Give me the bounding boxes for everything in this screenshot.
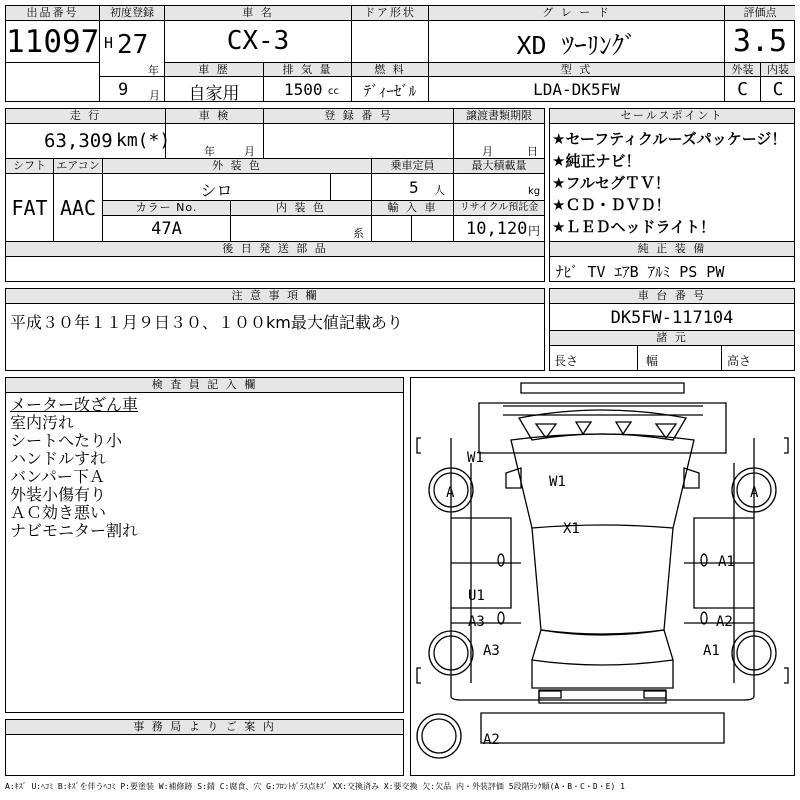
lot-label: 出品番号	[6, 6, 99, 20]
chassis-label: 車 台 番 号	[550, 289, 794, 304]
mileage-label: 走 行	[6, 109, 165, 123]
max-load-unit: kg	[528, 186, 541, 197]
inspector-note: 外装小傷有り	[10, 485, 107, 504]
era: H	[104, 34, 114, 52]
later-parts-label: 後 日 発 送 部 品	[6, 242, 544, 256]
shift: FAT	[11, 196, 48, 220]
ac-label: エアコン	[54, 159, 102, 173]
chassis-number: DK5FW-117104	[610, 308, 734, 328]
ext-color: シロ	[200, 181, 233, 200]
int-color-unit: 系	[353, 227, 364, 240]
legend: A:ｷｽﾞ U:ﾍｺﾐ B:ｷｽﾞを伴うﾍｺﾐ P:要塗装 W:補修跡 S:錆 C:腐食、穴 G:ﾌﾛﾝﾄｶﾞﾗｽ点ｷｽﾞ XX:交換済み X:要交換 欠:欠品 内・外装評価 5段階ﾗﾝｸ順(A・B・C・D・E) 1	[5, 782, 625, 791]
import-label: 輸 入 車	[372, 201, 453, 215]
reg-year: 27	[117, 30, 149, 60]
damage-mark: A3	[483, 643, 500, 659]
inspection-month: 月	[244, 145, 255, 158]
cc-unit: cc	[328, 86, 339, 97]
grade: XD ﾂｰﾘﾝｸﾞ	[516, 31, 637, 60]
inspector-note: ナビモニター割れ	[10, 521, 139, 540]
sales-point: ★ＣＤ・ＤＶＤ！	[552, 196, 671, 214]
aircon: AAC	[59, 196, 97, 220]
int-grade-label: 内装	[761, 63, 795, 76]
capacity: 5	[409, 178, 419, 197]
car-diagram-box	[410, 377, 795, 776]
first-reg-label: 初度登録	[100, 6, 164, 20]
inspection-year: 年	[204, 145, 215, 158]
inspector-note: シートへたり小	[10, 431, 123, 450]
office-label: 事 務 局 よ り ご 案 内	[6, 720, 403, 735]
model-label: 型 式	[429, 63, 724, 76]
inspector-note: ＡＣ効き悪い	[10, 503, 107, 522]
shift-label: シフト	[6, 159, 53, 173]
recycle-fee: 10,120	[466, 219, 528, 239]
sales-point: ★フルセグＴＶ！	[552, 174, 670, 192]
max-load-label: 最大積載量	[454, 159, 544, 173]
damage-mark: W1	[549, 474, 566, 490]
name-label: 車 名	[165, 6, 351, 20]
sales-points-list	[552, 128, 794, 238]
lot-number: 11097	[6, 24, 100, 60]
door-label: ドア形状	[352, 6, 428, 20]
inspector-label: 検 査 員 記 入 欄	[6, 378, 403, 393]
reg-month: 9	[118, 80, 129, 100]
reg-no-label: 登 録 番 号	[264, 109, 453, 123]
transfer-day: 日	[527, 145, 538, 158]
sales-point: ★ＬＥＤヘッドライト！	[552, 218, 715, 236]
color-no: 47A	[151, 219, 182, 239]
transfer-label: 譲渡書類期限	[454, 109, 544, 123]
caution-label: 注 意 事 項 欄	[6, 289, 544, 304]
capacity-label: 乗車定員	[372, 159, 453, 173]
equipment-label: 純 正 装 備	[550, 242, 794, 257]
score-label: 評価点	[725, 6, 795, 20]
ext-grade-label: 外装	[725, 63, 760, 76]
ext-color-label: 外 装 色	[103, 159, 371, 173]
transfer-month: 月	[482, 145, 493, 158]
sales-points-label: セールスポイント	[550, 109, 794, 124]
damage-mark: A3	[468, 614, 485, 630]
width-label: 幅	[646, 354, 659, 368]
fuel-label: 燃 料	[352, 63, 428, 76]
damage-mark: W1	[467, 450, 484, 466]
damage-mark: U1	[468, 588, 485, 604]
inspector-note: ハンドルすれ	[10, 449, 107, 468]
inspector-notes	[10, 396, 400, 540]
car-name: CX-3	[226, 26, 290, 56]
damage-mark: A2	[483, 732, 500, 748]
capacity-unit: 人	[434, 184, 445, 197]
damage-mark: A	[750, 485, 759, 501]
inspector-note: バンパー下Ａ	[10, 467, 105, 486]
color-no-label: カラー No.	[103, 201, 230, 215]
ext-grade: C	[737, 79, 748, 100]
year-unit: 年	[148, 64, 159, 77]
inspector-note: メーター改ざん車	[10, 395, 139, 414]
caution-text: 平成３０年１１月９日３０、１００km最大値記載あり	[10, 313, 403, 332]
damage-mark: A2	[716, 614, 733, 630]
mileage: 63,309	[44, 130, 113, 152]
displacement: 1500	[284, 80, 323, 99]
month-unit: 月	[149, 89, 160, 102]
damage-mark: X1	[563, 521, 580, 537]
history-label: 車 歴	[165, 63, 263, 76]
int-grade: C	[772, 79, 784, 100]
sales-point: ★純正ナビ！	[552, 152, 641, 170]
specs-label: 諸 元	[550, 331, 794, 346]
car-diagram	[411, 378, 794, 775]
height-label: 高さ	[727, 354, 752, 368]
score: 3.5	[732, 24, 788, 59]
history: 自家用	[188, 84, 240, 104]
length-label: 長さ	[554, 354, 579, 368]
model-code: LDA-DK5FW	[533, 80, 620, 99]
sales-point: ★セーフティクルーズパッケージ！	[552, 130, 787, 148]
damage-mark: A	[446, 485, 455, 501]
recycle-unit: 円	[528, 224, 541, 238]
damage-mark: A1	[718, 554, 735, 570]
fuel: ﾃﾞｨｰｾﾞﾙ	[363, 82, 417, 100]
equipment: ﾅﾋﾞ TV ｴｱB ｱﾙﾐ PS PW	[556, 263, 725, 281]
damage-mark: A1	[703, 643, 720, 659]
cc-label: 排 気 量	[264, 63, 351, 76]
int-color-label: 内 装 色	[231, 201, 371, 215]
inspector-note: 室内汚れ	[10, 413, 75, 432]
recycle-label: リサイクル預託金	[454, 201, 544, 215]
inspection-label: 車 検	[166, 109, 263, 123]
grade-label: グ レ ー ド	[429, 6, 724, 20]
mileage-unit: km(*)	[116, 130, 171, 151]
